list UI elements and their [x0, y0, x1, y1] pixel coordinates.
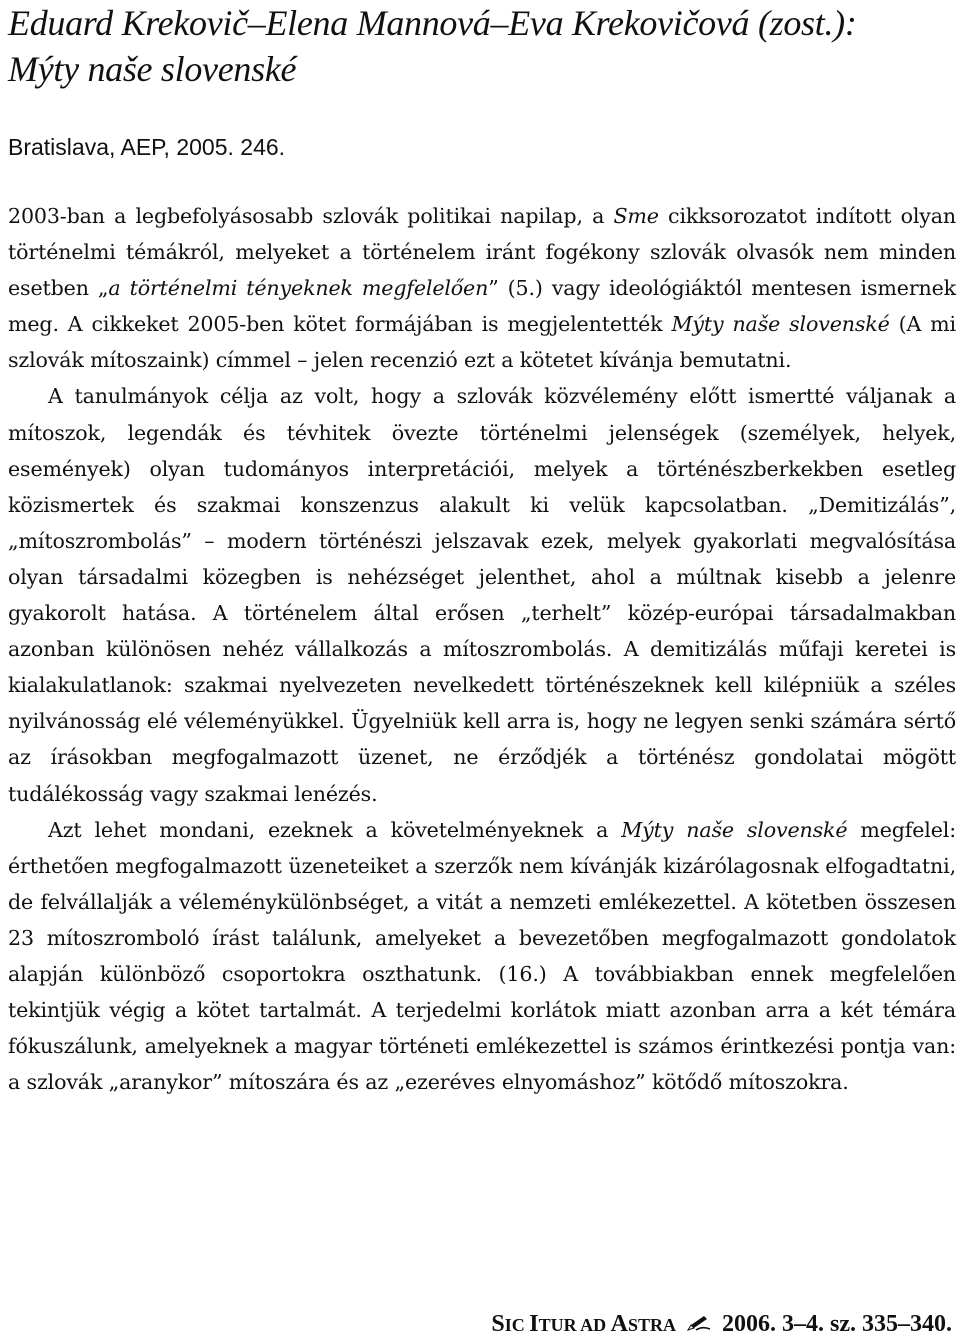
text-segment: cikksorozatot indított olyan történelmi témákról, melyeket a történelem iránt fogékony szlovák olvasók nem minden esetben „	[8, 204, 956, 301]
quote: a történelmi tényeknek megfelelően	[108, 276, 489, 301]
journal-name-part: I	[529, 1311, 539, 1337]
review-body	[8, 198, 956, 1100]
text-segment: ” (5.) vagy ideológiáktól mentesen ismernek meg. A cikkeket 2005-ben kötet formájában is megjelentették	[8, 276, 956, 337]
publication-info: Bratislava, AEP, 2005. 246.	[8, 134, 286, 160]
paragraph-2: A tanulmányok célja az volt, hogy a szlovák közvélemény előtt ismertté váljanak a mítoszok, legendák és tévhitek övezte történelmi jelenségek (személyek, helyek, események) olyan tudományos interpretációi, melyek a történészberkekben esetleg közismertek és szakmai konszenzus alakult ki velük kapcsolatban. „Demitizálás”, „mítoszrombolás” – modern történészi jelszavak ezek, melyek gyakorlati megvalósítása olyan társadalmi közegben is nehézséget jelenthet, ahol a múltnak kisebb a jelenre gyakorolt hatása. A történelem által erősen „terhelt” közép-európai társadalmakban azonban különösen nehéz vállalkozás a mítoszrombolás. A demitizálás műfaji keretei is kialakulatlanok: szakmai nyelvezeten nevelkedett történészeknek kell kilépniük a széles nyilvánosság elé véleményükkel. Ügyelniük kell arra is, hogy ne legyen senki számára sértő az írásokban megfogalmazott üzenet, ne érződjék a történész gondolatai mögött tudálékosság vagy szakmai lenézés.	[8, 384, 956, 806]
book-name-reference: Mýty naše slovenské	[671, 312, 890, 337]
text-segment: Azt lehet mondani, ezeknek a követelményeknek a	[48, 817, 622, 842]
paragraph-1	[8, 198, 956, 378]
journal-citation: 2006. 3–4. sz. 335–340.	[722, 1311, 952, 1337]
journal-name-part: IC	[504, 1315, 530, 1335]
book-title-authors: Eduard Krekovič–Elena Mannová–Eva Krekovičová (zost.):	[8, 3, 857, 43]
pen-icon	[686, 1314, 712, 1332]
newspaper-name: Sme	[613, 204, 659, 228]
journal-name-part: S	[491, 1311, 505, 1337]
book-name-reference: Mýty naše slovenské	[621, 817, 848, 842]
journal-name-part: A	[610, 1311, 628, 1337]
journal-footer	[491, 1309, 952, 1340]
journal-name-part: TUR	[538, 1315, 581, 1335]
journal-name-part: AD	[580, 1315, 611, 1335]
text-segment: (A mi szlovák mítoszaink) címmel – jelen recenzió ezt a kötetet kívánja bemutatni.	[8, 312, 956, 373]
book-title-name: Mýty naše slovenské	[8, 49, 297, 89]
paragraph-3	[8, 812, 956, 1101]
book-title	[8, 0, 956, 92]
review-page	[8, 0, 956, 1100]
text-segment: 2003-ban a legbefolyásosabb szlovák politikai napilap, a	[8, 204, 614, 228]
text-segment: megfelel: érthetően megfogalmazott üzeneteiket a szerzők nem kívánják kizárólagosnak elfogadtatni, de felvállalják a véleménykülönbséget, a vitát a nemzeti emlékezettel. A kötetben összesen 23 mítoszromboló írást találunk, amelyeket a bevezetőben megfogalmazott gondolatok alapján különböző csoportokra oszthatunk. (16.) A továbbiakban ennek megfelelően tekintjük végig a kötet tartalmát. A terjedelmi korlátok miatt azonban arra a két témára fókuszálunk, amelyeknek a magyar történeti emlékezettel is számos érintkezési pontja van: a szlovák „aranykor” mítoszára és az „ezeréves elnyomáshoz” kötődő mítoszokra.	[8, 817, 956, 1095]
journal-name-part: STRA	[627, 1315, 676, 1335]
